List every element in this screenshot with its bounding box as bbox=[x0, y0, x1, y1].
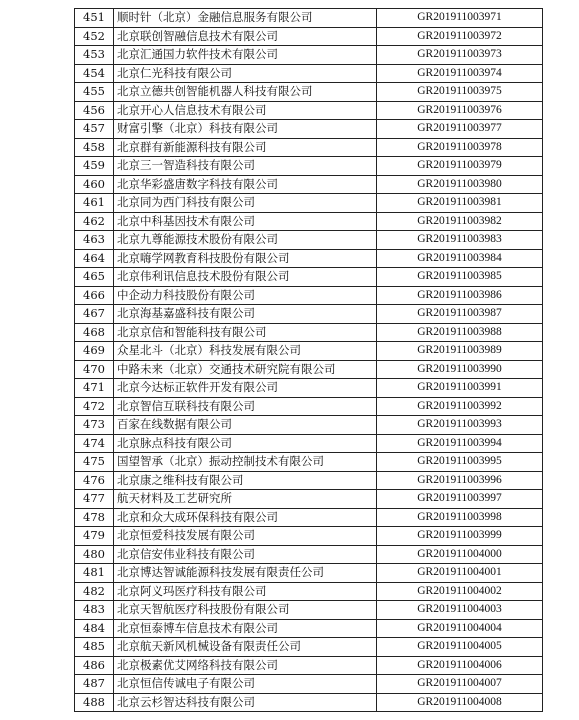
row-number-cell: 484 bbox=[75, 619, 114, 638]
row-number-cell: 478 bbox=[75, 508, 114, 527]
company-name-cell: 北京海基嘉盛科技有限公司 bbox=[114, 305, 377, 324]
certificate-number-cell: GR201911004008 bbox=[377, 693, 543, 712]
certificate-number-cell: GR201911003985 bbox=[377, 268, 543, 287]
table-row bbox=[75, 527, 543, 546]
row-number-cell: 485 bbox=[75, 638, 114, 657]
company-certificate-table bbox=[74, 8, 543, 712]
certificate-number-cell: GR201911003984 bbox=[377, 249, 543, 268]
table-row bbox=[75, 416, 543, 435]
certificate-number-cell: GR201911004000 bbox=[377, 545, 543, 564]
certificate-number-cell: GR201911003989 bbox=[377, 342, 543, 361]
table-row bbox=[75, 601, 543, 620]
certificate-number-cell: GR201911003990 bbox=[377, 360, 543, 379]
row-number-cell: 479 bbox=[75, 527, 114, 546]
company-name-cell: 北京脉点科技有限公司 bbox=[114, 434, 377, 453]
row-number-cell: 456 bbox=[75, 101, 114, 120]
certificate-number-cell: GR201911003998 bbox=[377, 508, 543, 527]
certificate-number-cell: GR201911003982 bbox=[377, 212, 543, 231]
certificate-number-cell: GR201911004003 bbox=[377, 601, 543, 620]
table-row bbox=[75, 675, 543, 694]
table-row bbox=[75, 305, 543, 324]
company-name-cell: 北京九尊能源技术股份有限公司 bbox=[114, 231, 377, 250]
row-number-cell: 474 bbox=[75, 434, 114, 453]
certificate-number-cell: GR201911003993 bbox=[377, 416, 543, 435]
row-number-cell: 472 bbox=[75, 397, 114, 416]
row-number-cell: 466 bbox=[75, 286, 114, 305]
company-name-cell: 北京联创智融信息技术有限公司 bbox=[114, 27, 377, 46]
row-number-cell: 473 bbox=[75, 416, 114, 435]
company-name-cell: 北京航天新风机械设备有限责任公司 bbox=[114, 638, 377, 657]
company-name-cell: 众星北斗（北京）科技发展有限公司 bbox=[114, 342, 377, 361]
row-number-cell: 487 bbox=[75, 675, 114, 694]
certificate-number-cell: GR201911004005 bbox=[377, 638, 543, 657]
row-number-cell: 480 bbox=[75, 545, 114, 564]
table-row bbox=[75, 619, 543, 638]
certificate-number-cell: GR201911003974 bbox=[377, 64, 543, 83]
company-name-cell: 北京仁光科技有限公司 bbox=[114, 64, 377, 83]
table-row bbox=[75, 101, 543, 120]
company-name-cell: 北京京信和智能科技有限公司 bbox=[114, 323, 377, 342]
row-number-cell: 486 bbox=[75, 656, 114, 675]
certificate-number-cell: GR201911003971 bbox=[377, 9, 543, 28]
company-name-cell: 中企动力科技股份有限公司 bbox=[114, 286, 377, 305]
table-row bbox=[75, 249, 543, 268]
row-number-cell: 481 bbox=[75, 564, 114, 583]
company-name-cell: 北京恒信传诚电子有限公司 bbox=[114, 675, 377, 694]
row-number-cell: 465 bbox=[75, 268, 114, 287]
company-name-cell: 北京开心人信息技术有限公司 bbox=[114, 101, 377, 120]
table-row bbox=[75, 656, 543, 675]
certificate-number-cell: GR201911004004 bbox=[377, 619, 543, 638]
certificate-number-cell: GR201911003979 bbox=[377, 157, 543, 176]
certificate-number-cell: GR201911003983 bbox=[377, 231, 543, 250]
table-row bbox=[75, 638, 543, 657]
row-number-cell: 464 bbox=[75, 249, 114, 268]
certificate-number-cell: GR201911003997 bbox=[377, 490, 543, 509]
company-name-cell: 北京极素优艾网络科技有限公司 bbox=[114, 656, 377, 675]
certificate-number-cell: GR201911003996 bbox=[377, 471, 543, 490]
company-name-cell: 航天材料及工艺研究所 bbox=[114, 490, 377, 509]
row-number-cell: 454 bbox=[75, 64, 114, 83]
table-row bbox=[75, 360, 543, 379]
company-name-cell: 北京今达标正软件开发有限公司 bbox=[114, 379, 377, 398]
row-number-cell: 477 bbox=[75, 490, 114, 509]
table-row bbox=[75, 397, 543, 416]
row-number-cell: 463 bbox=[75, 231, 114, 250]
table-row bbox=[75, 268, 543, 287]
company-name-cell: 北京华彩盛唐数字科技有限公司 bbox=[114, 175, 377, 194]
certificate-number-cell: GR201911003978 bbox=[377, 138, 543, 157]
company-name-cell: 北京康之维科技有限公司 bbox=[114, 471, 377, 490]
row-number-cell: 462 bbox=[75, 212, 114, 231]
certificate-number-cell: GR201911004001 bbox=[377, 564, 543, 583]
certificate-number-cell: GR201911003999 bbox=[377, 527, 543, 546]
company-name-cell: 北京中科基因技术有限公司 bbox=[114, 212, 377, 231]
company-name-cell: 百家在线数据有限公司 bbox=[114, 416, 377, 435]
company-name-cell: 北京信安伟业科技有限公司 bbox=[114, 545, 377, 564]
table-row bbox=[75, 175, 543, 194]
table-row bbox=[75, 379, 543, 398]
table-row bbox=[75, 9, 543, 28]
certificate-number-cell: GR201911003976 bbox=[377, 101, 543, 120]
table-row bbox=[75, 46, 543, 65]
table-row bbox=[75, 490, 543, 509]
table-row bbox=[75, 27, 543, 46]
row-number-cell: 482 bbox=[75, 582, 114, 601]
certificate-number-cell: GR201911003973 bbox=[377, 46, 543, 65]
certificate-number-cell: GR201911003987 bbox=[377, 305, 543, 324]
row-number-cell: 471 bbox=[75, 379, 114, 398]
row-number-cell: 469 bbox=[75, 342, 114, 361]
row-number-cell: 451 bbox=[75, 9, 114, 28]
certificate-number-cell: GR201911003981 bbox=[377, 194, 543, 213]
certificate-number-cell: GR201911003972 bbox=[377, 27, 543, 46]
table-row bbox=[75, 157, 543, 176]
certificate-number-cell: GR201911003995 bbox=[377, 453, 543, 472]
table-row bbox=[75, 564, 543, 583]
row-number-cell: 467 bbox=[75, 305, 114, 324]
company-name-cell: 北京同为西门科技有限公司 bbox=[114, 194, 377, 213]
table-row bbox=[75, 508, 543, 527]
certificate-number-cell: GR201911003977 bbox=[377, 120, 543, 139]
row-number-cell: 476 bbox=[75, 471, 114, 490]
certificate-number-cell: GR201911003975 bbox=[377, 83, 543, 102]
company-name-cell: 北京和众大成环保科技有限公司 bbox=[114, 508, 377, 527]
table-row bbox=[75, 64, 543, 83]
row-number-cell: 475 bbox=[75, 453, 114, 472]
company-name-cell: 北京智信互联科技有限公司 bbox=[114, 397, 377, 416]
table-row bbox=[75, 342, 543, 361]
table-row bbox=[75, 693, 543, 712]
certificate-number-cell: GR201911004006 bbox=[377, 656, 543, 675]
row-number-cell: 468 bbox=[75, 323, 114, 342]
row-number-cell: 457 bbox=[75, 120, 114, 139]
certificate-number-cell: GR201911003986 bbox=[377, 286, 543, 305]
row-number-cell: 460 bbox=[75, 175, 114, 194]
company-name-cell: 北京立德共创智能机器人科技有限公司 bbox=[114, 83, 377, 102]
row-number-cell: 452 bbox=[75, 27, 114, 46]
certificate-number-cell: GR201911003994 bbox=[377, 434, 543, 453]
company-name-cell: 北京伟利讯信息技术股份有限公司 bbox=[114, 268, 377, 287]
company-name-cell: 国望智承（北京）振动控制技术有限公司 bbox=[114, 453, 377, 472]
row-number-cell: 461 bbox=[75, 194, 114, 213]
table-body bbox=[75, 9, 543, 712]
table-row bbox=[75, 545, 543, 564]
table-row bbox=[75, 323, 543, 342]
company-name-cell: 北京嗨学网教育科技股份有限公司 bbox=[114, 249, 377, 268]
table-row bbox=[75, 83, 543, 102]
table-row bbox=[75, 138, 543, 157]
row-number-cell: 453 bbox=[75, 46, 114, 65]
company-name-cell: 北京恒爱科技发展有限公司 bbox=[114, 527, 377, 546]
row-number-cell: 459 bbox=[75, 157, 114, 176]
company-name-cell: 北京阿义玛医疗科技有限公司 bbox=[114, 582, 377, 601]
table-row bbox=[75, 286, 543, 305]
company-name-cell: 北京群有新能源科技有限公司 bbox=[114, 138, 377, 157]
company-name-cell: 北京天智航医疗科技股份有限公司 bbox=[114, 601, 377, 620]
table-row bbox=[75, 231, 543, 250]
company-name-cell: 北京汇通国力软件技术有限公司 bbox=[114, 46, 377, 65]
table-row bbox=[75, 453, 543, 472]
certificate-number-cell: GR201911004007 bbox=[377, 675, 543, 694]
certificate-number-cell: GR201911003980 bbox=[377, 175, 543, 194]
company-name-cell: 北京三一智造科技有限公司 bbox=[114, 157, 377, 176]
company-name-cell: 中路未来（北京）交通技术研究院有限公司 bbox=[114, 360, 377, 379]
table-row bbox=[75, 434, 543, 453]
row-number-cell: 470 bbox=[75, 360, 114, 379]
certificate-number-cell: GR201911004002 bbox=[377, 582, 543, 601]
company-name-cell: 北京恒泰博车信息技术有限公司 bbox=[114, 619, 377, 638]
certificate-number-cell: GR201911003991 bbox=[377, 379, 543, 398]
table-row bbox=[75, 120, 543, 139]
table-row bbox=[75, 471, 543, 490]
company-name-cell: 北京云杉智达科技有限公司 bbox=[114, 693, 377, 712]
row-number-cell: 455 bbox=[75, 83, 114, 102]
certificate-number-cell: GR201911003992 bbox=[377, 397, 543, 416]
table-row bbox=[75, 582, 543, 601]
row-number-cell: 458 bbox=[75, 138, 114, 157]
company-name-cell: 顺时针（北京）金融信息服务有限公司 bbox=[114, 9, 377, 28]
company-name-cell: 财富引擎（北京）科技有限公司 bbox=[114, 120, 377, 139]
certificate-number-cell: GR201911003988 bbox=[377, 323, 543, 342]
row-number-cell: 483 bbox=[75, 601, 114, 620]
row-number-cell: 488 bbox=[75, 693, 114, 712]
table-row bbox=[75, 212, 543, 231]
company-name-cell: 北京博达智诚能源科技发展有限责任公司 bbox=[114, 564, 377, 583]
table-row bbox=[75, 194, 543, 213]
